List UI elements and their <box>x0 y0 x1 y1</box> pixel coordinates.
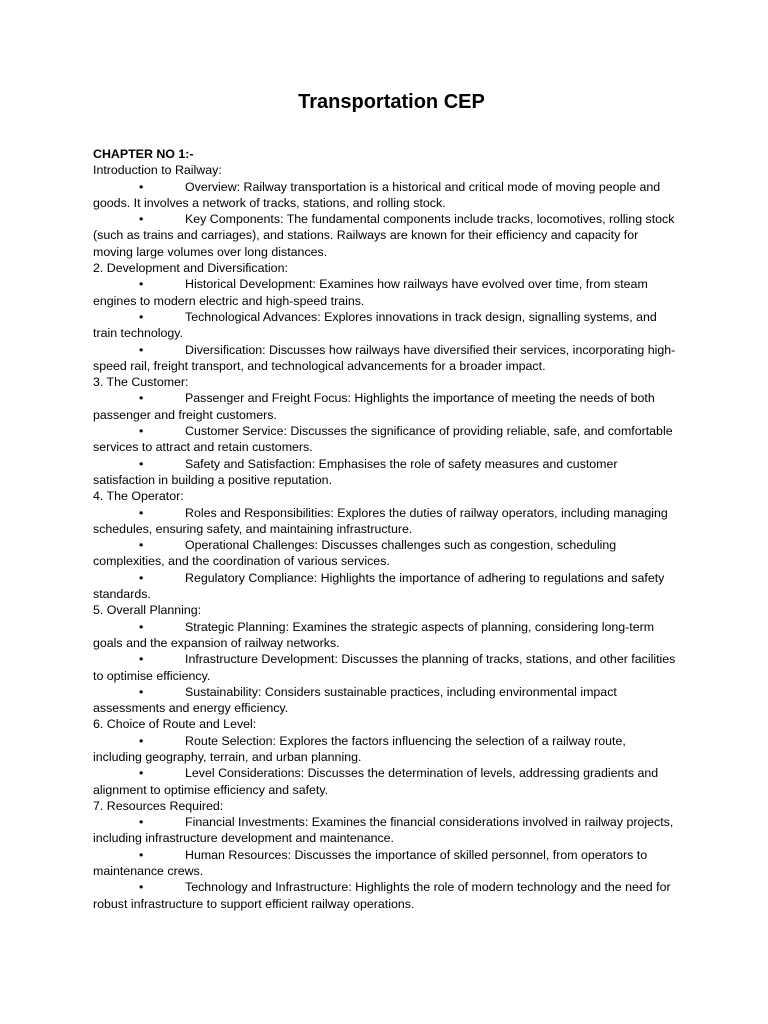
bullet-icon: • <box>139 309 144 324</box>
list-item <box>93 619 678 652</box>
bullet-icon: • <box>139 424 144 439</box>
section-route <box>93 716 678 797</box>
list-item-text: Key Components: The fundamental components include tracks, locomotives, rolling stock (such as trains and carriages), and stations. Railways are known for their efficiency and capacity for moving large volumes over long distances. <box>93 212 675 259</box>
bullet-icon: • <box>139 391 144 406</box>
list-item <box>93 456 678 489</box>
list-item <box>93 537 678 570</box>
bullet-icon: • <box>139 538 144 553</box>
list-item <box>93 276 678 309</box>
bullet-icon: • <box>139 766 144 781</box>
list-item <box>93 879 678 912</box>
list-item-text: Regulatory Compliance: Highlights the importance of adhering to regulations and safety standards. <box>93 570 665 602</box>
section-customer <box>93 374 678 488</box>
document-body <box>93 146 678 912</box>
list-item-text: Overview: Railway transportation is a historical and critical mode of moving people and goods. It involves a network of tracks, stations, and rolling stock. <box>93 179 661 210</box>
list-item-text: Diversification: Discusses how railways have diversified their services, incorporating high-speed rail, freight transport, and technological advancements for a broader impact. <box>93 342 676 373</box>
list-item <box>93 651 678 684</box>
bullet-icon: • <box>139 847 144 862</box>
list-item-text: Roles and Responsibilities: Explores the duties of railway operators, including managing schedules, ensuring safety, and maintaining infrastructure. <box>93 505 668 536</box>
chapter-heading: CHAPTER NO 1:- <box>93 147 194 161</box>
list-item <box>93 390 678 423</box>
section-heading: 4. The Operator: <box>93 489 184 504</box>
page-title: Transportation CEP <box>298 91 485 113</box>
list-item-text: Passenger and Freight Focus: Highlights the importance of meeting the needs of both passenger and freight customers. <box>93 391 655 422</box>
bullet-icon: • <box>139 505 144 520</box>
bullet-icon: • <box>139 619 144 634</box>
list-item-text: Technology and Infrastructure: Highlights the role of modern technology and the need for robust infrastructure to support efficient railway operations. <box>93 880 671 911</box>
list-item <box>93 847 678 880</box>
list-item <box>93 570 678 603</box>
section-resources <box>93 798 678 912</box>
bullet-icon: • <box>139 212 144 227</box>
list-item <box>93 505 678 538</box>
bullet-icon: • <box>139 684 144 699</box>
section-planning <box>93 602 678 716</box>
section-heading: 2. Development and Diversification: <box>93 261 288 276</box>
list-item-text: Safety and Satisfaction: Emphasises the role of safety measures and customer satisfaction in building a positive reputation. <box>93 456 618 487</box>
bullet-icon: • <box>139 456 144 471</box>
bullet-icon: • <box>139 652 144 667</box>
section-heading: 6. Choice of Route and Level: <box>93 717 257 732</box>
list-item-text: Sustainability: Considers sustainable practices, including environmental impact assessments and energy efficiency. <box>93 684 617 716</box>
list-item-text: Historical Development: Examines how railways have evolved over time, from steam engines to modern electric and high-speed trains. <box>93 277 648 308</box>
section-development <box>93 260 678 374</box>
section-heading: 3. The Customer: <box>93 375 189 390</box>
list-item <box>93 211 678 260</box>
list-item-text: Strategic Planning: Examines the strategic aspects of planning, considering long-term goals and the expansion of railway networks. <box>93 619 655 650</box>
list-item-text: Route Selection: Explores the factors influencing the selection of a railway route, including geography, terrain, and urban planning. <box>93 733 626 764</box>
bullet-icon: • <box>139 815 144 830</box>
list-item <box>93 342 678 375</box>
list-item <box>93 733 678 766</box>
list-item <box>93 179 678 212</box>
list-item-text: Level Considerations: Discusses the determination of levels, addressing gradients and alignment to optimise efficiency and safety. <box>93 766 659 797</box>
list-item <box>93 765 678 798</box>
list-item <box>93 309 678 342</box>
list-item-text: Technological Advances: Explores innovations in track design, signalling systems, and train technology. <box>93 309 657 341</box>
list-item <box>93 423 678 456</box>
bullet-icon: • <box>139 570 144 585</box>
bullet-icon: • <box>139 342 144 357</box>
bullet-icon: • <box>139 179 144 194</box>
bullet-icon: • <box>139 880 144 895</box>
list-item-text: Operational Challenges: Discusses challenges such as congestion, scheduling complexities, and the coordination of various services. <box>93 538 617 569</box>
list-item-text: Infrastructure Development: Discusses the planning of tracks, stations, and other facilities to optimise efficiency. <box>93 652 676 683</box>
bullet-icon: • <box>139 733 144 748</box>
list-item-text: Human Resources: Discusses the importance of skilled personnel, from operators to maintenance crews. <box>93 847 648 879</box>
list-item <box>93 814 678 847</box>
section-heading: 5. Overall Planning: <box>93 603 202 618</box>
list-item <box>93 684 678 717</box>
intro-heading: Introduction to Railway: <box>93 163 222 178</box>
section-operator <box>93 488 678 602</box>
section-heading: 7. Resources Required: <box>93 798 224 813</box>
list-item-text: Financial Investments: Examines the financial considerations involved in railway projects, including infrastructure development and maintenance. <box>93 815 674 846</box>
bullet-icon: • <box>139 277 144 292</box>
list-item-text: Customer Service: Discusses the significance of providing reliable, safe, and comfortable services to attract and retain customers. <box>93 424 673 455</box>
